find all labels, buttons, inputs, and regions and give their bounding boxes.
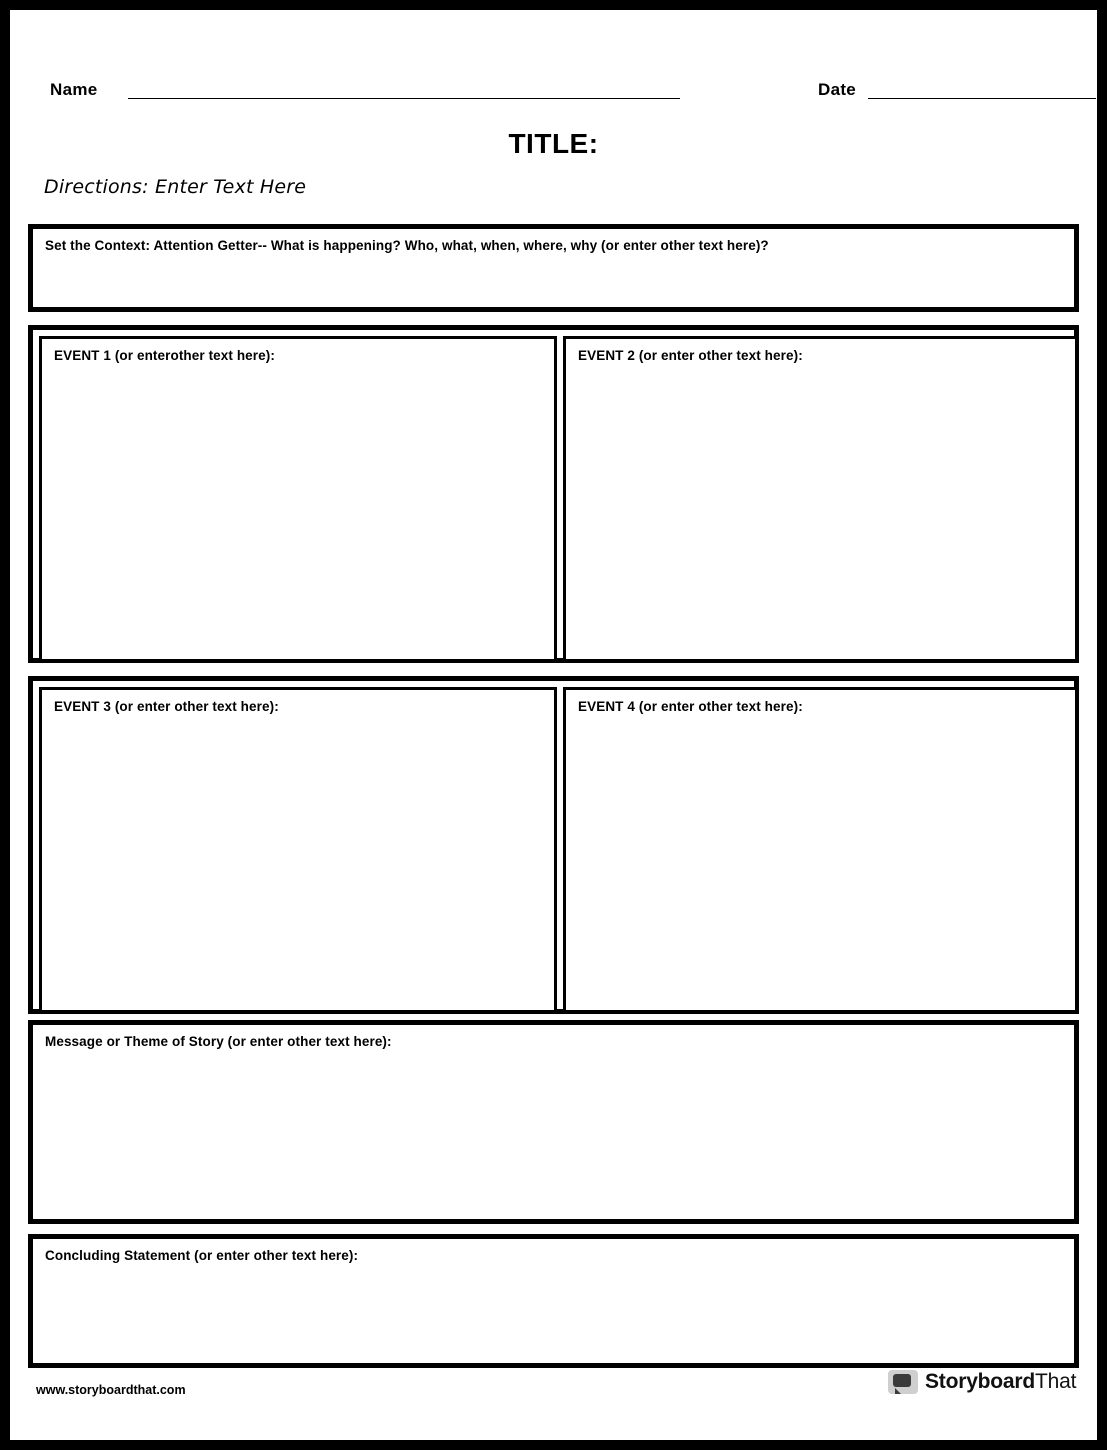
header-row xyxy=(50,76,1060,106)
date-write-line[interactable] xyxy=(868,98,1096,99)
event-1-box[interactable] xyxy=(39,336,557,662)
context-box[interactable] xyxy=(28,224,1079,312)
context-box-label: Set the Context: Attention Getter-- What is happening? Who, what, when, where, why (or enter other text here)? xyxy=(45,238,769,253)
message-box-label: Message or Theme of Story (or enter other text here): xyxy=(45,1034,392,1049)
event-4-label: EVENT 4 (or enter other text here): xyxy=(578,699,803,714)
name-write-line[interactable] xyxy=(128,98,680,99)
page-title[interactable]: TITLE: xyxy=(508,128,599,159)
conclusion-box[interactable] xyxy=(28,1234,1079,1368)
events-frame-top xyxy=(28,325,1079,663)
date-label: Date xyxy=(818,80,857,99)
speech-bubble-icon xyxy=(888,1370,918,1394)
brand-text-light: That xyxy=(1035,1370,1077,1393)
storyboardthat-logo[interactable] xyxy=(888,1365,1080,1399)
event-2-label: EVENT 2 (or enter other text here): xyxy=(578,348,803,363)
brand-text xyxy=(925,1370,1076,1394)
brand-text-bold: Storyboard xyxy=(925,1370,1036,1393)
footer-url[interactable]: www.storyboardthat.com xyxy=(36,1383,186,1397)
event-2-box[interactable] xyxy=(563,336,1078,662)
event-3-box[interactable] xyxy=(39,687,557,1013)
events-frame-bottom xyxy=(28,676,1079,1014)
worksheet-page xyxy=(10,10,1097,1440)
directions-text[interactable]: Directions: Enter Text Here xyxy=(44,176,307,198)
event-4-box[interactable] xyxy=(563,687,1078,1013)
name-label: Name xyxy=(50,80,98,99)
event-3-label: EVENT 3 (or enter other text here): xyxy=(54,699,279,714)
conclusion-box-label: Concluding Statement (or enter other text here): xyxy=(45,1248,359,1263)
message-box[interactable] xyxy=(28,1020,1079,1224)
worksheet-sheet xyxy=(28,28,1079,1422)
event-1-label: EVENT 1 (or enterother text here): xyxy=(54,348,275,363)
